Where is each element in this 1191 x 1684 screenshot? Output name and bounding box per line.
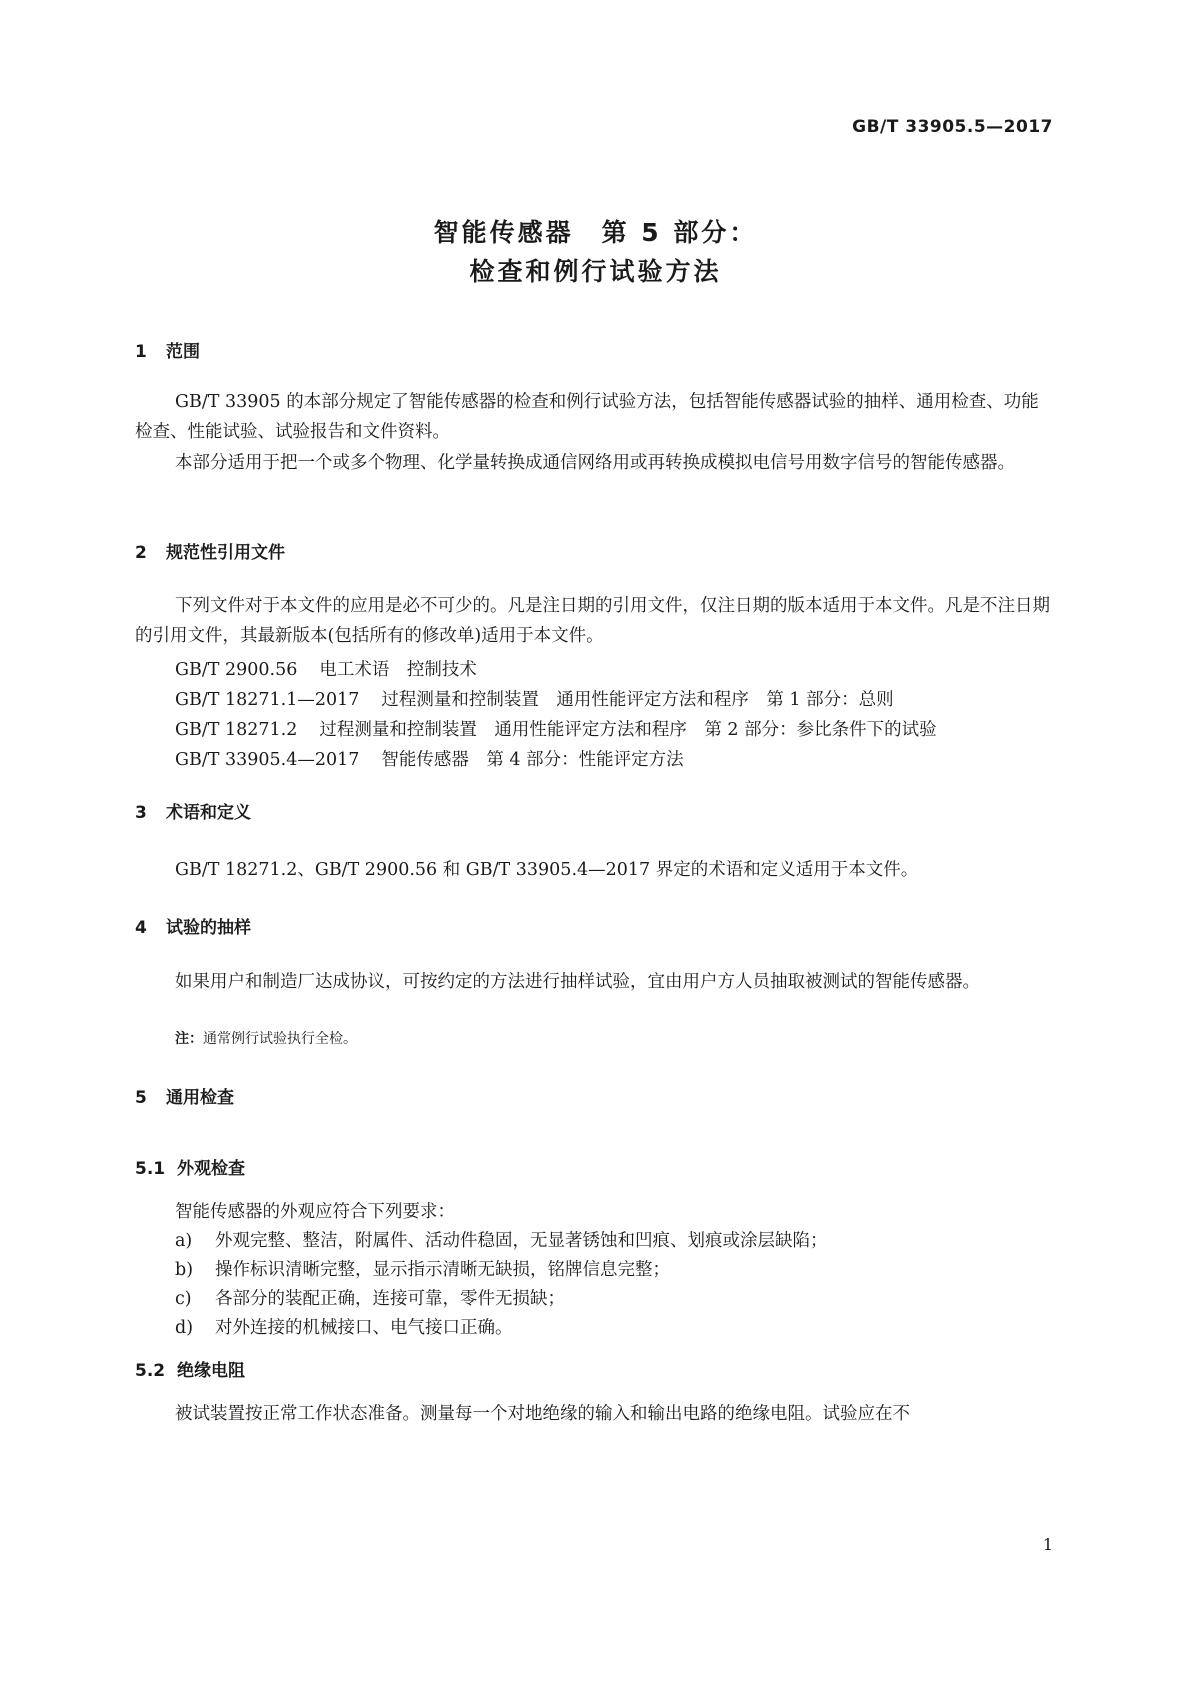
section-number: 3: [135, 803, 147, 823]
section-number: 4: [135, 918, 147, 938]
section-1-paragraph-1: GB/T 33905 的本部分规定了智能传感器的检查和例行试验方法，包括智能传感器试验的抽样、通用检查、功能检查、性能试验、试验报告和文件资料。: [135, 392, 1039, 442]
reference-title: 过程测量和控制装置 通用性能评定方法和程序 第 1 部分：总则: [381, 690, 894, 710]
note-text: 通常例行试验执行全检。: [203, 1031, 357, 1047]
list-item: [175, 1227, 828, 1252]
section-1-heading: [135, 337, 200, 362]
reference-item: [175, 656, 477, 681]
list-marker: b): [175, 1260, 194, 1280]
section-number: 5: [135, 1088, 147, 1108]
reference-code: GB/T 33905.4—2017: [175, 750, 360, 770]
section-title: 绝缘电阻: [177, 1361, 245, 1381]
reference-item: [175, 716, 937, 741]
reference-code: GB/T 18271.2: [175, 720, 298, 740]
section-2-paragraph-1: 下列文件对于本文件的应用是必不可少的。凡是注日期的引用文件，仅注日期的版本适用于本文件。凡是不注日期的引用文件，其最新版本(包括所有的修改单)适用于本文件。: [135, 596, 1050, 646]
section-number: 2: [135, 543, 147, 563]
list-text: 操作标识清晰完整，显示指示清晰无缺损，铭牌信息完整；: [215, 1260, 670, 1280]
list-marker: d): [175, 1318, 194, 1338]
reference-title: 电工术语 控制技术: [319, 660, 477, 680]
reference-title: 智能传感器 第 4 部分：性能评定方法: [381, 750, 684, 770]
section-4-heading: [135, 913, 251, 938]
list-text: 外观完整、整洁，附属件、活动件稳固，无显著锈蚀和凹痕、划痕或涂层缺陷；: [215, 1231, 828, 1251]
section-title: 试验的抽样: [166, 918, 251, 938]
section-title: 术语和定义: [166, 803, 251, 823]
section-5-heading: [135, 1083, 234, 1108]
section-4-note: [175, 1028, 357, 1048]
section-title: 通用检查: [166, 1088, 234, 1108]
page-number: 1: [1042, 1535, 1053, 1554]
list-marker: c): [175, 1289, 192, 1309]
document-title-line2: 检查和例行试验方法: [469, 257, 722, 286]
section-5-2-heading: [135, 1356, 245, 1381]
reference-item: [175, 686, 894, 711]
section-5-1-heading: [135, 1154, 245, 1179]
section-title: 外观检查: [177, 1159, 245, 1179]
section-5-2-paragraph-1: 被试装置按正常工作状态准备。测量每一个对地绝缘的输入和输出电路的绝缘电阻。试验应在不: [175, 1404, 910, 1424]
list-text: 对外连接的机械接口、电气接口正确。: [215, 1318, 513, 1338]
section-title: 规范性引用文件: [166, 543, 285, 563]
section-4-paragraph-1: 如果用户和制造厂达成协议，可按约定的方法进行抽样试验，宜由用户方人员抽取被测试的智能传感器。: [175, 972, 980, 992]
section-3-heading: [135, 798, 251, 823]
document-title-line1: 智能传感器 第 5 部分：: [433, 218, 758, 247]
reference-code: GB/T 2900.56: [175, 660, 298, 680]
reference-code: GB/T 18271.1—2017: [175, 690, 360, 710]
standard-code: GB/T 33905.5—2017: [852, 117, 1053, 137]
list-item: [175, 1256, 670, 1281]
list-marker: a): [175, 1231, 193, 1251]
section-1-paragraph-2: 本部分适用于把一个或多个物理、化学量转换成通信网络用或再转换成模拟电信号用数字信号的智能传感器。: [175, 453, 1015, 473]
section-title: 范围: [166, 342, 200, 362]
list-item: [175, 1285, 565, 1310]
section-5-1-intro: 智能传感器的外观应符合下列要求：: [175, 1202, 455, 1222]
section-2-heading: [135, 538, 285, 563]
list-item: [175, 1314, 513, 1339]
reference-title: 过程测量和控制装置 通用性能评定方法和程序 第 2 部分：参比条件下的试验: [319, 720, 937, 740]
section-3-paragraph-1: GB/T 18271.2、GB/T 2900.56 和 GB/T 33905.4—2017 界定的术语和定义适用于本文件。: [175, 860, 919, 880]
section-number: 5.2: [135, 1361, 166, 1381]
section-number: 1: [135, 342, 147, 362]
reference-item: [175, 746, 684, 771]
section-number: 5.1: [135, 1159, 166, 1179]
note-label: 注：: [175, 1031, 203, 1047]
list-text: 各部分的装配正确，连接可靠，零件无损缺；: [215, 1289, 565, 1309]
